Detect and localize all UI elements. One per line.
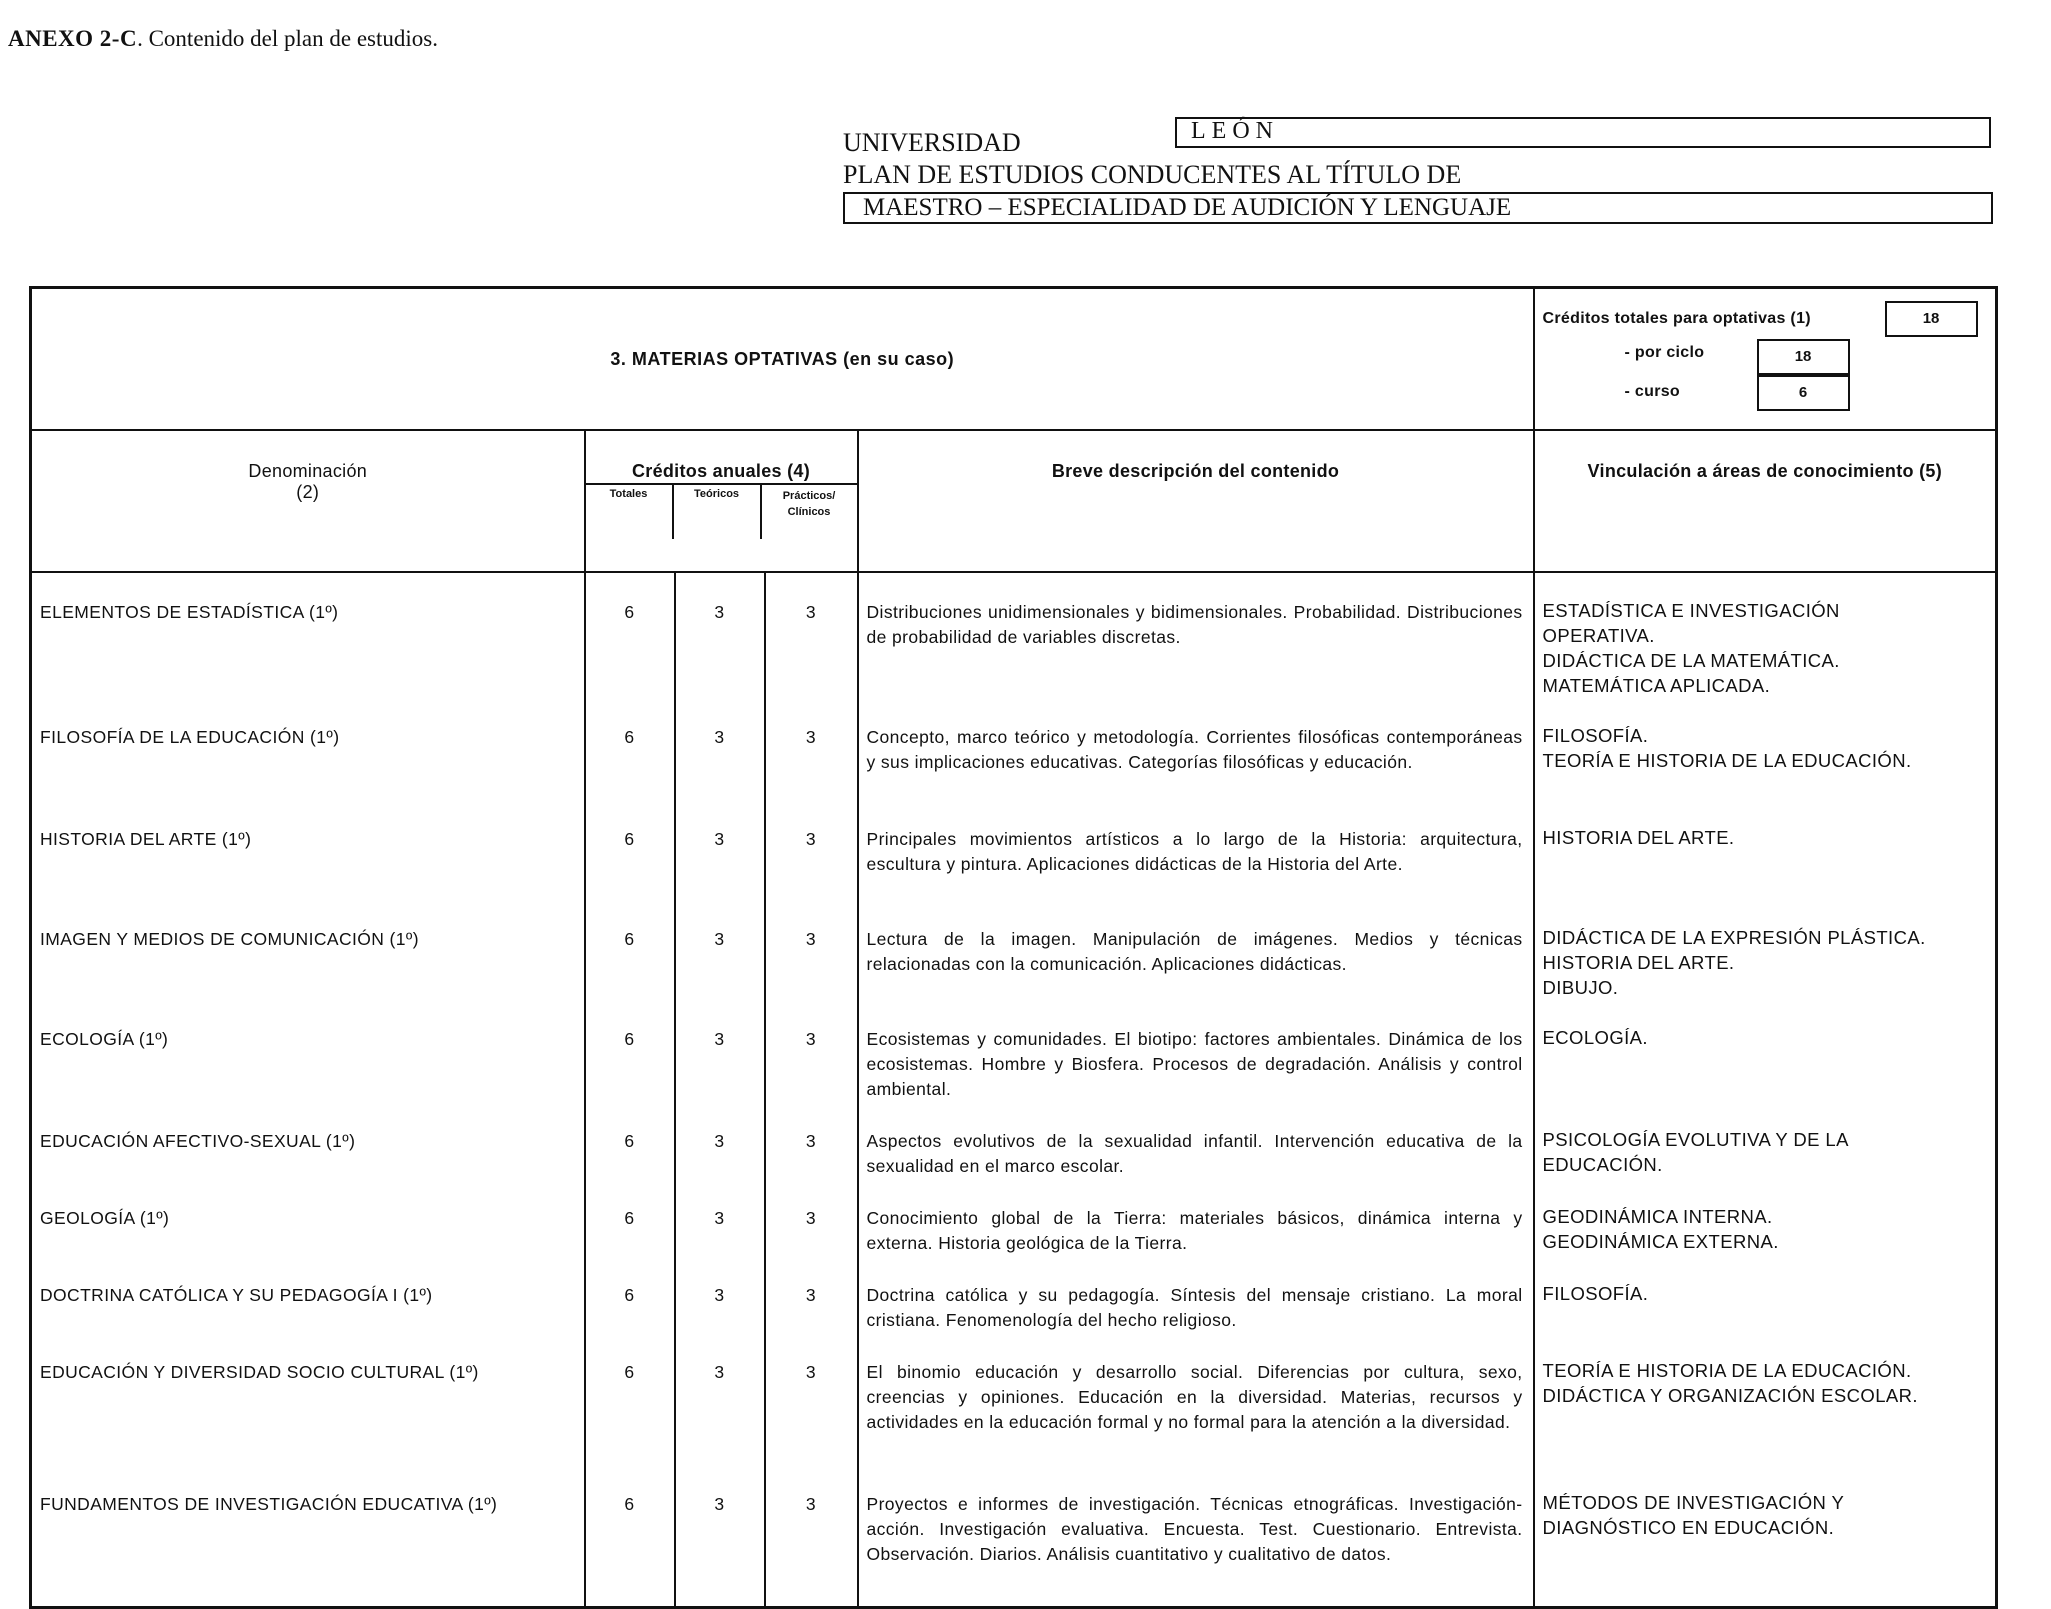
table-row (31, 572, 1997, 698)
universidad-value: LEÓN (1191, 118, 1279, 144)
col-descripcion: Breve descripción del contenido (858, 430, 1534, 572)
knowledge-area-line: DIBUJO. (1542, 977, 1619, 998)
optativas-table (29, 286, 1998, 1609)
table-row (31, 800, 1997, 900)
credits-theory: 3 (675, 1465, 765, 1607)
credits-theory: 3 (675, 800, 765, 900)
knowledge-area-line: TEORÍA E HISTORIA DE LA EDUCACIÓN. (1542, 1360, 1912, 1381)
credits-total: 6 (585, 1102, 675, 1179)
credits-theory: 3 (675, 1179, 765, 1256)
credits-total: 6 (585, 572, 675, 698)
subject-name: EDUCACIÓN Y DIVERSIDAD SOCIO CULTURAL (1º) (40, 1362, 479, 1382)
annex-title (8, 26, 438, 52)
curso-value: 6 (1757, 375, 1850, 411)
col-denominacion-note: (2) (296, 482, 320, 502)
col-practicos: Prácticos/ Clínicos (760, 485, 857, 539)
credits-practice: 3 (765, 800, 858, 900)
credits-theory: 3 (675, 1333, 765, 1465)
col-vinculacion: Vinculación a áreas de conocimiento (5) (1534, 430, 1997, 572)
col-creditos (585, 430, 858, 572)
subjects-body (31, 572, 1997, 1607)
knowledge-area-line: DIDÁCTICA DE LA EXPRESIÓN PLÁSTICA. (1542, 927, 1926, 948)
credits-practice: 3 (765, 1256, 858, 1333)
credits-practice: 3 (765, 572, 858, 698)
knowledge-area-line: EDUCACIÓN. (1542, 1154, 1663, 1175)
table-row (31, 1333, 1997, 1465)
table-row (31, 1179, 1997, 1256)
knowledge-area-line: GEODINÁMICA INTERNA. (1542, 1206, 1773, 1227)
credits-theory: 3 (675, 698, 765, 800)
curso-label: - curso (1624, 383, 1680, 400)
titulo-value-box (843, 192, 1993, 224)
subject-description: Principales movimientos artísticos a lo largo de la Historia: arquitectura, escultura y pintura. Aplicaciones didácticas de la Historia del Arte. (858, 800, 1534, 900)
knowledge-area-line: GEODINÁMICA EXTERNA. (1542, 1231, 1779, 1252)
knowledge-areas (1534, 1102, 1997, 1179)
subject-description: Ecosistemas y comunidades. El biotipo: factores ambientales. Dinámica de los ecosistemas. Hombre y Biosfera. Procesos de degradación. Análisis y control ambiental. (858, 1000, 1534, 1102)
knowledge-areas (1534, 1000, 1997, 1102)
subject-description: Proyectos e informes de investigación. Técnicas etnográficas. Investigación-acción. Investigación evaluativa. Encuesta. Test. Cuestionario. Entrevista. Observación. Diarios. Análisis cuantitativo y cualitativo de datos. (858, 1465, 1534, 1607)
credit-totals-panel (1534, 288, 1997, 431)
plan-label: PLAN DE ESTUDIOS CONDUCENTES AL TÍTULO DE (843, 160, 1462, 189)
subject-name: HISTORIA DEL ARTE (1º) (40, 829, 252, 849)
subject-name: FUNDAMENTOS DE INVESTIGACIÓN EDUCATIVA (1º) (40, 1494, 498, 1514)
credits-practice: 3 (765, 1000, 858, 1102)
section-title: 3. MATERIAS OPTATIVAS (en su caso) (31, 288, 1534, 431)
credits-theory: 3 (675, 1256, 765, 1333)
knowledge-area-line: MÉTODOS DE INVESTIGACIÓN Y (1542, 1492, 1845, 1513)
subject-name: ELEMENTOS DE ESTADÍSTICA (1º) (40, 602, 339, 622)
subject-description: Doctrina católica y su pedagogía. Síntesis del mensaje cristiano. La moral cristiana. Fenomenología del hecho religioso. (858, 1256, 1534, 1333)
credits-total: 6 (585, 698, 675, 800)
credits-practice: 3 (765, 1102, 858, 1179)
credits-total: 6 (585, 800, 675, 900)
titulo-value: MAESTRO – ESPECIALIDAD DE AUDICIÓN Y LENGUAJE (863, 194, 1512, 221)
credits-practice: 3 (765, 1465, 858, 1607)
knowledge-areas (1534, 1256, 1997, 1333)
annex-label: ANEXO 2-C (8, 26, 138, 51)
subject-description: Conocimiento global de la Tierra: materiales básicos, dinámica interna y externa. Historia geológica de la Tierra. (858, 1179, 1534, 1256)
subject-description: Concepto, marco teórico y metodología. Corrientes filosóficas contemporáneas y sus implicaciones educativas. Categorías filosóficas y educación. (858, 698, 1534, 800)
knowledge-area-line: DIDÁCTICA DE LA MATEMÁTICA. (1542, 650, 1840, 671)
subject-description: Lectura de la imagen. Manipulación de imágenes. Medios y técnicas relacionadas con la comunicación. Aplicaciones didácticas. (858, 900, 1534, 1000)
table-row (31, 1102, 1997, 1179)
table-row (31, 698, 1997, 800)
knowledge-area-line: FILOSOFÍA. (1542, 725, 1649, 746)
credits-practice: 3 (765, 698, 858, 800)
knowledge-areas (1534, 1465, 1997, 1607)
subject-name: IMAGEN Y MEDIOS DE COMUNICACIÓN (1º) (40, 929, 419, 949)
universidad-value-box (1175, 117, 1991, 148)
col-denominacion-label: Denominación (248, 461, 368, 481)
subject-name: DOCTRINA CATÓLICA Y SU PEDAGOGÍA I (1º) (40, 1285, 433, 1305)
col-creditos-label: Créditos anuales (4) (586, 431, 857, 485)
knowledge-area-line: PSICOLOGÍA EVOLUTIVA Y DE LA (1542, 1129, 1849, 1150)
table-row (31, 900, 1997, 1000)
knowledge-area-line: FILOSOFÍA. (1542, 1283, 1649, 1304)
credits-theory: 3 (675, 900, 765, 1000)
credits-practice: 3 (765, 900, 858, 1000)
knowledge-area-line: DIDÁCTICA Y ORGANIZACIÓN ESCOLAR. (1542, 1385, 1918, 1406)
universidad-label: UNIVERSIDAD (843, 128, 1021, 157)
credits-theory: 3 (675, 1102, 765, 1179)
ciclo-value: 18 (1757, 339, 1850, 375)
credits-practice: 3 (765, 1179, 858, 1256)
credits-theory: 3 (675, 572, 765, 698)
col-denominacion (31, 430, 585, 572)
column-header-row (31, 430, 1997, 572)
knowledge-area-line: HISTORIA DEL ARTE. (1542, 952, 1735, 973)
knowledge-areas (1534, 800, 1997, 900)
knowledge-area-line: ESTADÍSTICA E INVESTIGACIÓN (1542, 600, 1840, 621)
table-row (31, 1465, 1997, 1607)
subject-description: El binomio educación y desarrollo social. Diferencias por cultura, sexo, creencias y opiniones. Educación en la diversidad. Materias, recursos y actividades en la educación formal y no formal para la atención a la diversidad. (858, 1333, 1534, 1465)
subject-name: EDUCACIÓN AFECTIVO-SEXUAL (1º) (40, 1131, 356, 1151)
subject-name: ECOLOGÍA (1º) (40, 1029, 169, 1049)
ciclo-label: - por ciclo (1624, 344, 1705, 361)
credits-total: 6 (585, 1333, 675, 1465)
credits-total: 6 (585, 900, 675, 1000)
knowledge-areas (1534, 572, 1997, 698)
totales-label: Créditos totales para optativas (1) (1542, 310, 1811, 327)
col-teoricos: Teóricos (672, 485, 760, 539)
knowledge-areas (1534, 698, 1997, 800)
knowledge-areas (1534, 1179, 1997, 1256)
credits-theory: 3 (675, 1000, 765, 1102)
subject-name: GEOLOGÍA (1º) (40, 1208, 170, 1228)
knowledge-area-line: TEORÍA E HISTORIA DE LA EDUCACIÓN. (1542, 750, 1912, 771)
credits-practice: 3 (765, 1333, 858, 1465)
knowledge-areas (1534, 900, 1997, 1000)
knowledge-area-line: MATEMÁTICA APLICADA. (1542, 675, 1771, 696)
knowledge-area-line: ECOLOGÍA. (1542, 1027, 1648, 1048)
credits-total: 6 (585, 1465, 675, 1607)
credits-total: 6 (585, 1000, 675, 1102)
knowledge-areas (1534, 1333, 1997, 1465)
table-row (31, 1256, 1997, 1333)
subject-description: Aspectos evolutivos de la sexualidad infantil. Intervención educativa de la sexualidad en el marco escolar. (858, 1102, 1534, 1179)
credits-total: 6 (585, 1179, 675, 1256)
annex-caption: . Contenido del plan de estudios. (137, 26, 438, 51)
knowledge-area-line: DIAGNÓSTICO EN EDUCACIÓN. (1542, 1517, 1835, 1538)
subject-description: Distribuciones unidimensionales y bidimensionales. Probabilidad. Distribuciones de probabilidad de variables discretas. (858, 572, 1534, 698)
subject-name: FILOSOFÍA DE LA EDUCACIÓN (1º) (40, 727, 340, 747)
totales-value: 18 (1885, 301, 1978, 337)
credits-total: 6 (585, 1256, 675, 1333)
col-totales: Totales (609, 488, 648, 500)
section-header-row (31, 288, 1997, 431)
knowledge-area-line: OPERATIVA. (1542, 625, 1655, 646)
knowledge-area-line: HISTORIA DEL ARTE. (1542, 827, 1735, 848)
table-row (31, 1000, 1997, 1102)
